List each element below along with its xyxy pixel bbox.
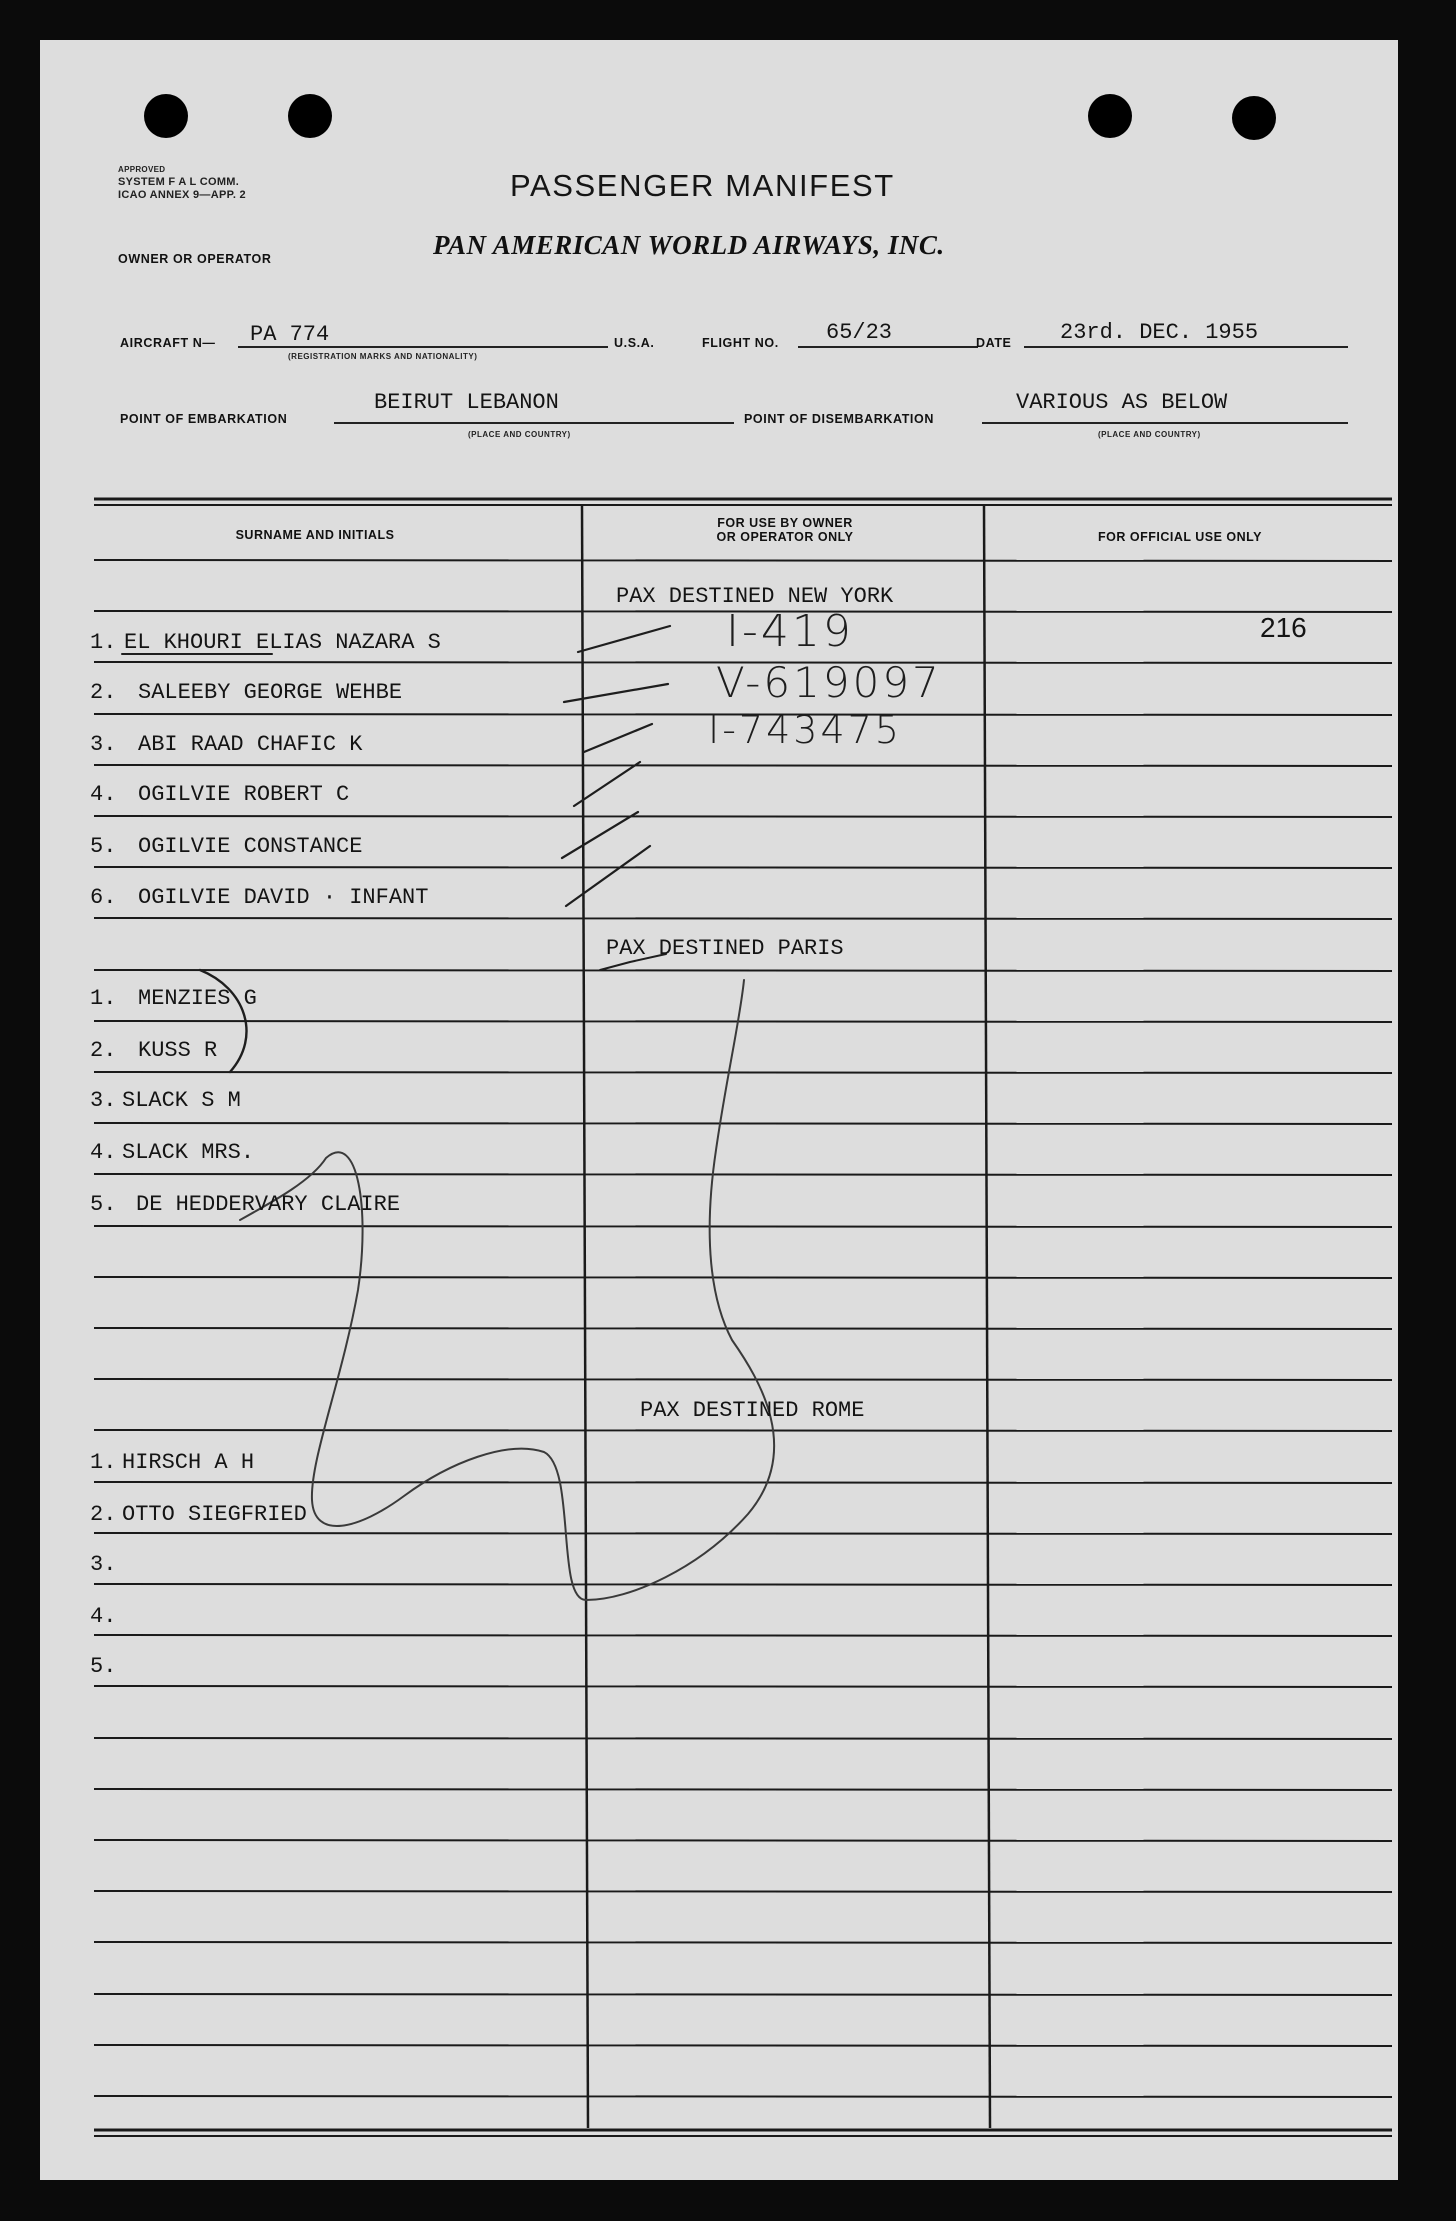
row-rule — [94, 1891, 1392, 1892]
passenger-num: 5. — [90, 1192, 117, 1217]
check-mark — [584, 724, 652, 752]
passenger-num: 3. — [90, 1552, 117, 1577]
row-rule — [94, 765, 1392, 766]
row-rule — [94, 1942, 1392, 1943]
column-divider — [582, 506, 588, 2128]
row-rule — [94, 1533, 1392, 1534]
row-rule — [94, 970, 1392, 971]
check-mark — [566, 846, 650, 906]
passenger-num: 5. — [90, 834, 117, 859]
passenger-num: 3. — [90, 1088, 117, 1113]
approval-line: ICAO ANNEX 9—APP. 2 — [118, 189, 246, 201]
table-rules — [40, 40, 1398, 2180]
passenger-num: 1. — [90, 630, 117, 655]
row-rule — [94, 2045, 1392, 2046]
column-header-official-use: FOR OFFICIAL USE ONLY — [1098, 530, 1262, 544]
row-rule — [94, 1226, 1392, 1227]
passenger-num: 2. — [90, 1502, 117, 1527]
row-rule — [94, 918, 1392, 919]
row-rule — [94, 867, 1392, 868]
check-mark — [562, 812, 638, 858]
flight-date: 23rd. DEC. 1955 — [1060, 320, 1259, 345]
passenger-num: 1. — [90, 1450, 117, 1475]
row-rule — [94, 560, 1392, 561]
approval-line: SYSTEM F A L COMM. — [118, 176, 240, 188]
embarkation-value: BEIRUT LEBANON — [374, 390, 559, 415]
section-rome: PAX DESTINED ROME — [640, 1398, 865, 1423]
passenger-name: OGILVIE CONSTANCE — [138, 834, 363, 859]
disembarkation-value: VARIOUS AS BELOW — [1016, 390, 1228, 415]
passenger-num: 3. — [90, 732, 117, 757]
passenger-name: EL KHOURI ELIAS NAZARA S — [124, 630, 441, 655]
page-title: PASSENGER MANIFEST — [510, 168, 895, 203]
disembarkation-label: POINT OF DISEMBARKATION — [744, 412, 934, 426]
passenger-name: DE HEDDERVARY CLAIRE — [136, 1192, 401, 1217]
passenger-num: 2. — [90, 1038, 117, 1063]
passenger-num: 4. — [90, 1604, 117, 1629]
passenger-num: 1. — [90, 986, 117, 1011]
column-divider — [984, 506, 990, 2128]
manifest-sheet — [40, 40, 1398, 2180]
row-rule — [94, 1789, 1392, 1790]
check-mark — [578, 626, 670, 652]
row-rule — [94, 1584, 1392, 1585]
column-header-surname: SURNAME AND INITIALS — [235, 528, 395, 542]
passenger-name: HIRSCH A H — [122, 1450, 255, 1475]
passenger-name: SLACK S M — [122, 1088, 241, 1113]
section-new-york: PAX DESTINED NEW YORK — [616, 584, 894, 609]
embarkation-label: POINT OF EMBARKATION — [120, 412, 288, 426]
handwritten-visa-id: I-419 — [726, 606, 854, 657]
passenger-num: 6. — [90, 885, 117, 910]
row-rule — [94, 1635, 1392, 1636]
flight-number: 65/23 — [826, 320, 893, 345]
handwritten-visa-id: V-619097 — [716, 658, 942, 707]
row-rule — [94, 1738, 1392, 1739]
passenger-num: 2. — [90, 680, 117, 705]
row-rule — [94, 1840, 1392, 1841]
embarkation-caption: (PLACE AND COUNTRY) — [468, 430, 571, 439]
passenger-num: 4. — [90, 782, 117, 807]
row-rule — [94, 1686, 1392, 1687]
airline-name: PAN AMERICAN WORLD AIRWAYS, INC. — [433, 230, 945, 260]
column-header-owner-use: FOR USE BY OWNER OR OPERATOR ONLY — [716, 516, 854, 544]
passenger-name: OGILVIE ROBERT C — [138, 782, 350, 807]
row-rule — [94, 1430, 1392, 1431]
passenger-name: SLACK MRS. — [122, 1140, 255, 1165]
row-rule — [94, 1379, 1392, 1380]
aircraft-label: AIRCRAFT N— — [120, 336, 216, 350]
row-rule — [94, 1123, 1392, 1124]
aircraft-value: PA 774 — [250, 322, 330, 347]
row-rule — [94, 1994, 1392, 1995]
approval-line: APPROVED — [118, 165, 166, 174]
row-rule — [94, 1021, 1392, 1022]
passenger-name: KUSS R — [138, 1038, 218, 1063]
official-number: 216 — [1260, 612, 1307, 643]
row-rule — [94, 1174, 1392, 1175]
passenger-name: OGILVIE DAVID · INFANT — [138, 885, 429, 910]
owner-operator-label: OWNER OR OPERATOR — [118, 252, 272, 266]
usa-label: U.S.A. — [614, 336, 655, 350]
row-rule — [94, 1328, 1392, 1329]
passenger-name: MENZIES G — [138, 986, 257, 1011]
disembarkation-caption: (PLACE AND COUNTRY) — [1098, 430, 1201, 439]
row-rule — [94, 1072, 1392, 1073]
row-rule — [94, 2096, 1392, 2097]
section-paris: PAX DESTINED PARIS — [606, 936, 844, 961]
check-mark — [564, 684, 668, 702]
row-rule — [94, 1482, 1392, 1483]
passenger-name: ABI RAAD CHAFIC K — [138, 732, 363, 757]
handwritten-visa-id: I-743475 — [708, 708, 902, 752]
passenger-num: 4. — [90, 1140, 117, 1165]
date-label: DATE — [976, 336, 1012, 350]
registration-caption: (REGISTRATION MARKS AND NATIONALITY) — [288, 352, 478, 361]
row-rule — [94, 1277, 1392, 1278]
flight-label: FLIGHT NO. — [702, 336, 779, 350]
row-rule — [94, 816, 1392, 817]
passenger-name: OTTO SIEGFRIED — [122, 1502, 307, 1527]
passenger-num: 5. — [90, 1654, 117, 1679]
passenger-name: SALEEBY GEORGE WEHBE — [138, 680, 403, 705]
